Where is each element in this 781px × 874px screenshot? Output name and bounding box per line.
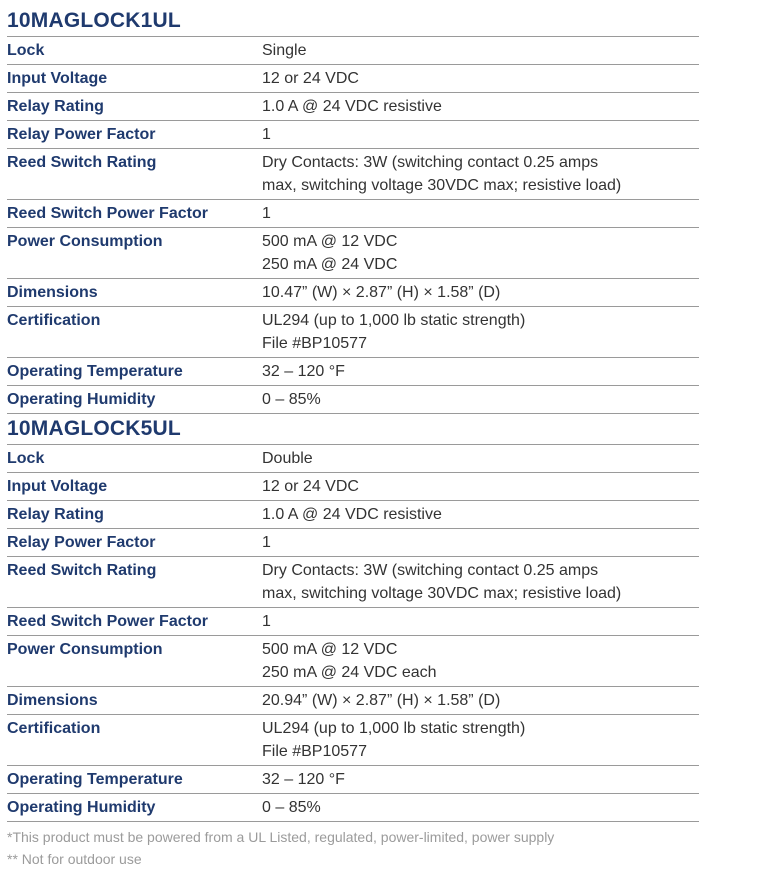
spec-label: Relay Power Factor (7, 126, 156, 143)
section-title: 10MAGLOCK5UL (7, 414, 699, 445)
spec-value-line: 1.0 A @ 24 VDC resistive (262, 98, 442, 115)
spec-value (262, 766, 699, 793)
spec-value (262, 687, 699, 714)
spec-value-line: Single (262, 42, 307, 59)
spec-value (262, 279, 699, 306)
spec-value-line: 32 – 120 °F (262, 771, 345, 788)
spec-label: Operating Humidity (7, 799, 156, 816)
spec-label: Operating Humidity (7, 391, 156, 408)
spec-label: Input Voltage (7, 70, 108, 87)
spec-value-line: 1 (262, 534, 271, 551)
spec-row (7, 557, 699, 608)
spec-label: Reed Switch Rating (7, 562, 157, 579)
spec-label: Dimensions (7, 284, 98, 301)
spec-value (262, 473, 699, 500)
spec-value-line: 0 – 85% (262, 799, 321, 816)
spec-value-line: 500 mA @ 12 VDC (262, 641, 398, 658)
spec-value-line: 1.0 A @ 24 VDC resistive (262, 506, 442, 523)
spec-row (7, 93, 699, 121)
spec-table (7, 445, 699, 822)
spec-value-line: UL294 (up to 1,000 lb static strength) (262, 720, 526, 737)
spec-row (7, 608, 699, 636)
spec-row (7, 529, 699, 557)
spec-value-line: 20.94” (W) × 2.87” (H) × 1.58” (D) (262, 692, 501, 709)
spec-value-line: Dry Contacts: 3W (switching contact 0.25 amps (262, 154, 599, 171)
spec-value (262, 121, 699, 148)
spec-label: Operating Temperature (7, 363, 183, 380)
spec-value (262, 636, 699, 686)
footnote-outdoor: ** Not for outdoor use (7, 851, 142, 867)
spec-value (262, 65, 699, 92)
spec-label: Relay Rating (7, 506, 104, 523)
spec-value-line: 1 (262, 205, 271, 222)
spec-value-line: 12 or 24 VDC (262, 70, 359, 87)
spec-value (262, 794, 699, 821)
spec-value (262, 529, 699, 556)
spec-label: Input Voltage (7, 478, 108, 495)
spec-section-1 (7, 6, 699, 414)
spec-value (262, 715, 699, 765)
spec-row (7, 149, 699, 200)
spec-value-line: 0 – 85% (262, 391, 321, 408)
spec-value (262, 386, 699, 413)
spec-row (7, 794, 699, 822)
spec-row (7, 37, 699, 65)
spec-label: Relay Rating (7, 98, 104, 115)
spec-value-line: 250 mA @ 24 VDC each (262, 664, 437, 681)
spec-section-2 (7, 414, 699, 822)
spec-row (7, 766, 699, 794)
spec-label: Dimensions (7, 692, 98, 709)
spec-row (7, 445, 699, 473)
spec-value (262, 445, 699, 472)
spec-row (7, 473, 699, 501)
spec-row (7, 687, 699, 715)
footnote-power-supply: *This product must be powered from a UL Listed, regulated, power-limited, power supply (7, 829, 555, 845)
spec-value-line: File #BP10577 (262, 743, 367, 760)
spec-label: Certification (7, 720, 101, 737)
spec-value-line: 32 – 120 °F (262, 363, 345, 380)
spec-value (262, 37, 699, 64)
spec-row (7, 228, 699, 279)
spec-label: Power Consumption (7, 641, 163, 658)
spec-value-line: 250 mA @ 24 VDC (262, 256, 398, 273)
spec-row (7, 65, 699, 93)
spec-value-line: 1 (262, 613, 271, 630)
spec-label: Reed Switch Power Factor (7, 205, 208, 222)
spec-value (262, 501, 699, 528)
spec-sheet (7, 6, 699, 870)
spec-value-line: 12 or 24 VDC (262, 478, 359, 495)
section-title: 10MAGLOCK1UL (7, 6, 699, 37)
spec-value-line: 10.47” (W) × 2.87” (H) × 1.58” (D) (262, 284, 501, 301)
spec-row (7, 501, 699, 529)
footnotes (7, 826, 699, 870)
spec-value (262, 93, 699, 120)
spec-row (7, 279, 699, 307)
spec-label: Reed Switch Power Factor (7, 613, 208, 630)
spec-label: Power Consumption (7, 233, 163, 250)
spec-label: Reed Switch Rating (7, 154, 157, 171)
spec-value-line: max, switching voltage 30VDC max; resistive load) (262, 585, 622, 602)
spec-value-line: max, switching voltage 30VDC max; resistive load) (262, 177, 622, 194)
spec-label: Lock (7, 450, 45, 467)
spec-row (7, 307, 699, 358)
spec-row (7, 358, 699, 386)
spec-value-line: 1 (262, 126, 271, 143)
spec-value-line: Dry Contacts: 3W (switching contact 0.25 amps (262, 562, 599, 579)
spec-value (262, 358, 699, 385)
spec-value (262, 307, 699, 357)
spec-row (7, 121, 699, 149)
spec-table (7, 37, 699, 414)
spec-label: Lock (7, 42, 45, 59)
spec-value (262, 228, 699, 278)
spec-value (262, 608, 699, 635)
spec-row (7, 200, 699, 228)
spec-label: Certification (7, 312, 101, 329)
spec-value (262, 200, 699, 227)
spec-value (262, 557, 699, 607)
spec-row (7, 386, 699, 414)
spec-value-line: File #BP10577 (262, 335, 367, 352)
spec-value-line: UL294 (up to 1,000 lb static strength) (262, 312, 526, 329)
spec-label: Operating Temperature (7, 771, 183, 788)
spec-value (262, 149, 699, 199)
spec-label: Relay Power Factor (7, 534, 156, 551)
spec-value-line: 500 mA @ 12 VDC (262, 233, 398, 250)
spec-row (7, 715, 699, 766)
spec-value-line: Double (262, 450, 313, 467)
spec-row (7, 636, 699, 687)
